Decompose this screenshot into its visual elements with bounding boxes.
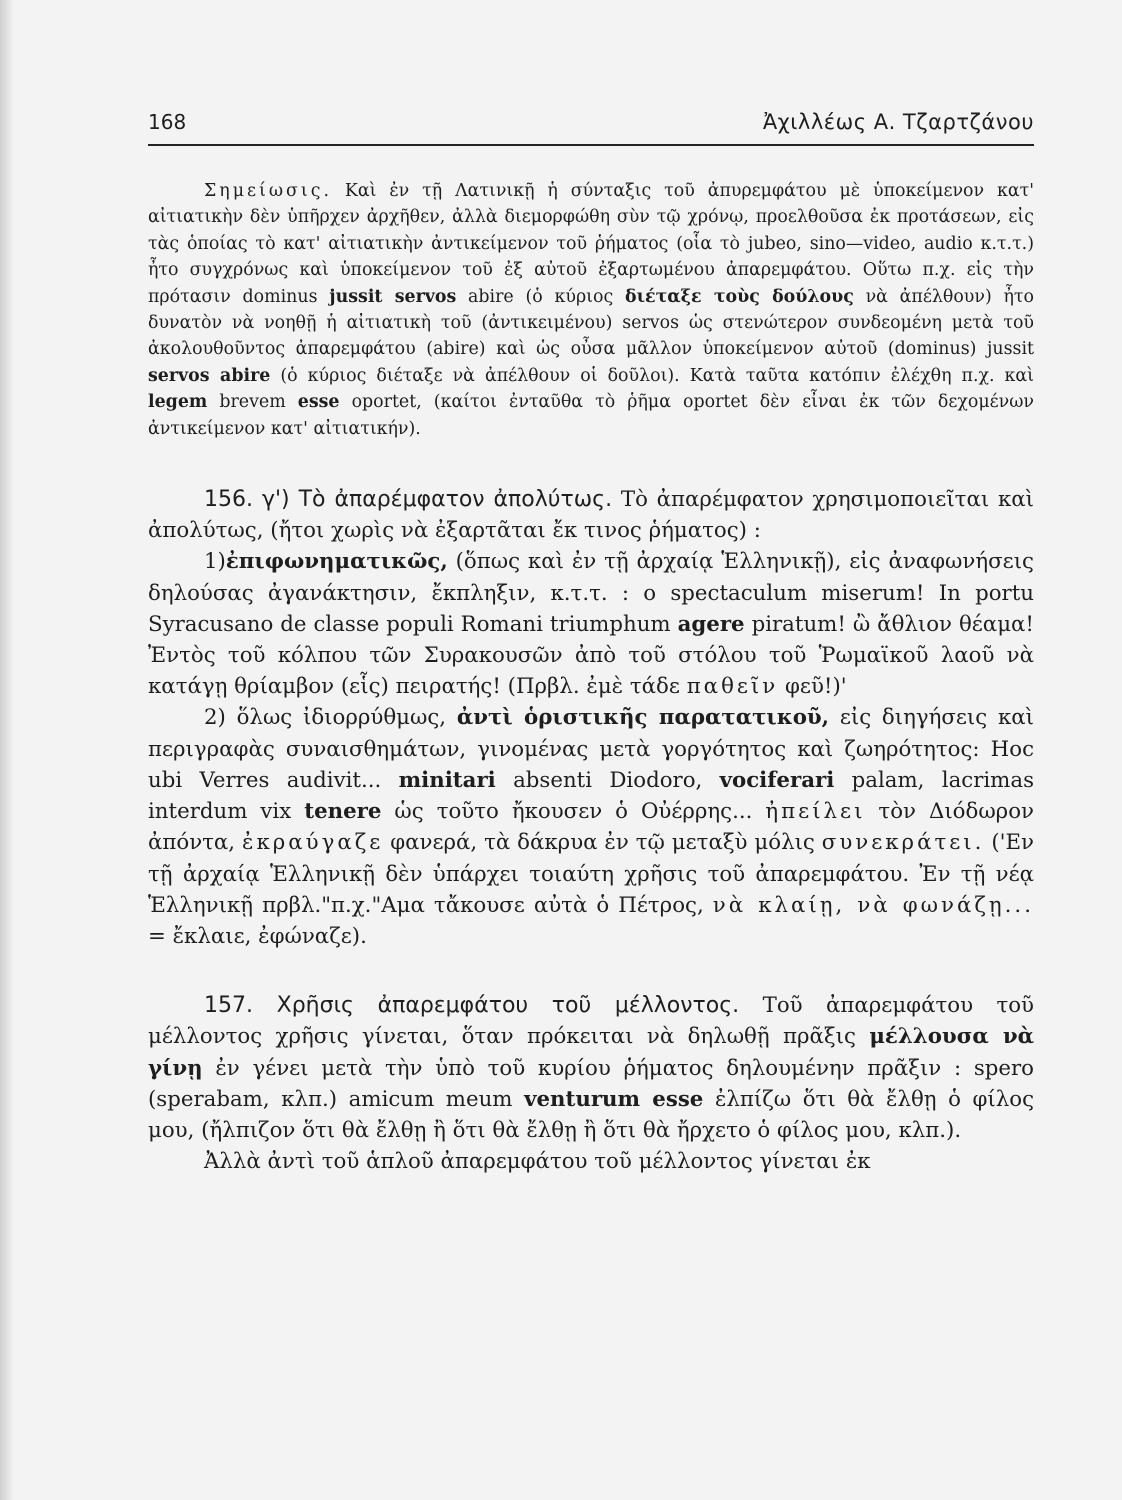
item-1-number: 1) — [204, 549, 226, 575]
section-156-item-2 — [148, 702, 1034, 952]
page-body — [148, 178, 1034, 1177]
note-text-a: Καὶ ἐν τῇ Λατινικῇ ἡ σύνταξις τοῦ ἀπυρεμφάτου μὲ ὑποκείμενον κατ' αἰτιατικὴν δὲν ὑπῆρχεν ἀρχῆθεν, ἀλλὰ διεμορφώθη σὺν τῷ χρόνῳ, προελθοῦσα ἐκ προτάσεων, εἰς τὰς ὁποίας τὸ κατ' αἰτιατικὴν ἀντικείμενον τοῦ ῥήματος (οἷα τὸ jubeo, sino—video, audio κ.τ.τ.) ἦτο συγχρόνως καὶ ὑποκείμενον τοῦ ἐξ αὐτοῦ ἐξαρτωμένου ἀπαρεμφάτου. Οὕτω π.χ. εἰς τὴν πρότασιν dominus — [148, 181, 1035, 307]
section-157-heading: 157. Χρῆσις ἀπαρεμφάτου τοῦ μέλλοντος. — [204, 993, 740, 1019]
note-bold-esse: esse — [297, 392, 340, 413]
note-text-d: νὰ ἀπέλθουν) ἦτο δυνατὸν νὰ νοηθῇ ἡ αἰτιατικὴ τοῦ (ἀντικειμένου) servos ὡς στενώτερον συνδεομένη μετὰ τοῦ ἀκολουθοῦντος ἀπαρεμφάτου (abire) καὶ ὡς οὖσα μᾶλλον ὑποκείμενον αὐτοῦ (dominus) jussit — [148, 286, 1035, 360]
item-2-bold-tenere: tenere — [304, 799, 382, 825]
note-bold-legem: legem — [148, 392, 208, 413]
item-2-text-g: φανερά, τὰ δάκρυα ἐν τῷ μεταξὺ μόλις — [390, 830, 815, 856]
item-2-bold-minitari: minitari — [398, 767, 496, 793]
note-paragraph — [148, 178, 1034, 442]
item-2-text-a: ὅλως ἰδιορρύθμως, — [236, 705, 447, 731]
item-2-text-b: εἰς διηγήσεις καὶ περιγραφὰς συναισθημάτων, γινομένας μετὰ γοργότητος καὶ ζωηρότητος: Hoc ubi Verres audivit... — [148, 705, 1034, 793]
page-header — [148, 110, 1034, 150]
running-title: Ἀχιλλέως Α. Τζαρτζάνου — [762, 110, 1034, 134]
section-157-last-line: Ἀλλὰ ἀντὶ τοῦ ἁπλοῦ ἀπαρεμφάτου τοῦ μέλλοντος γίνεται ἐκ — [204, 1149, 871, 1175]
item-1-text-b: piratum! ὢ ἄθλιον θέαμα! Ἐντὸς τοῦ κόλπου τῶν Συρακουσῶν ἀπὸ τοῦ στόλου τοῦ Ῥωμαϊκοῦ λαοῦ νὰ κατάγῃ θρίαμβον (εἷς) πειρατής! (Πρβλ. ἐμὲ τάδε — [148, 611, 1034, 700]
item-1-text-c: φεῦ!)' — [785, 674, 847, 700]
item-2-text-c: absenti Diodoro, — [513, 767, 703, 793]
item-1-text-a: (ὅπως καὶ ἐν τῇ ἀρχαίᾳ Ἑλληνικῇ), εἰς ἀναφωνήσεις δηλούσας ἀγανάκτησιν, ἔκπληξιν, κ.τ.τ. : o spectaculum miserum! In portu Syracusano de classe populi Romani triumphum — [148, 549, 1034, 637]
note-text-c: abire (ὁ κύριος — [468, 286, 614, 307]
item-2-spaced-ekraugaze: ἐκραύγαζε — [242, 830, 384, 856]
section-156-heading: 156. γ') Τὸ ἀπαρέμφατον ἀπολύτως. — [204, 487, 613, 513]
item-2-bold: ἀντὶ ὁριστικῆς παρατατικοῦ, — [456, 705, 830, 731]
note-text-f: brevem — [219, 392, 286, 413]
item-2-text-h: ('Εν τῇ ἀρχαίᾳ Ἑλληνικῇ δὲν ὑπάρχει τοιαύτη χρῆσις τοῦ ἀπαρεμφάτου. Ἐν τῇ νέᾳ Ἑλληνικῇ πρβλ."π.χ."Αμα τἄκουσε αὐτὰ ὁ Πέτρος, — [148, 830, 1034, 918]
section-156-intro — [148, 484, 1034, 546]
page-number: 168 — [148, 110, 187, 134]
item-1-spaced-pathein: παθεῖν — [686, 674, 779, 700]
scan-edge-shadow — [0, 0, 14, 1500]
section-156-intro-text: Τὸ ἀπαρέμφατον χρησιμοποιεῖται καὶ ἀπολύτως, (ἤτοι χωρὶς νὰ ἐξαρτᾶται ἔκ τινος ῥήματος) : — [148, 487, 1034, 544]
header-rule — [148, 144, 1034, 146]
note-text-e: (ὁ κύριος διέταξε νὰ ἀπέλθουν οἱ δοῦλοι). Κατὰ ταῦτα κατόπιν ἐλέχθη π.χ. καὶ — [280, 365, 1034, 386]
note-bold-dietaxe: διέταξε τοὺς δούλους — [624, 286, 854, 307]
item-2-text-e: ὡς τοῦτο ἤκουσεν ὁ Οὐέρρης... — [394, 799, 753, 825]
item-2-text-d: palam, lacrimas interdum vix — [148, 767, 1035, 825]
section-157-text-c: ἐλπίζω ὅτι θὰ ἔλθῃ ὁ φίλος μου, (ἤλπιζον ὅτι θὰ ἔλθῃ ἢ ὅτι θὰ ἔλθῃ ἢ ὅτι θὰ ἤρχετο ὁ φίλος μου, κλπ.). — [148, 1086, 1034, 1143]
item-2-spaced-na-klaie: νὰ κλαίῃ, νὰ φωνάζῃ... — [712, 892, 1034, 918]
note-text-g: oportet, (καίτοι ἐνταῦθα τὸ ῥῆμα oportet δὲν εἶναι ἐκ τῶν δεχομένων ἀντικείμενον κατ' αἰτιατικήν). — [148, 392, 1034, 439]
item-2-spaced-epeilei: ἠπείλει — [765, 799, 866, 825]
item-1-bold-agere: agere — [677, 611, 745, 637]
item-2-spaced-synekratei: συνεκράτει. — [821, 830, 985, 856]
section-157-text-a: Τοῦ ἀπαρεμφάτου τοῦ μέλλοντος χρῆσις γίνεται, ὅταν πρόκειται νὰ δηλωθῇ πρᾶξις — [148, 993, 1034, 1050]
item-2-number: 2) — [204, 705, 226, 731]
item-1-bold: ἐπιφωνηματικῶς, — [225, 549, 448, 575]
item-2-bold-vociferari: vociferari — [719, 767, 835, 793]
note-bold-jussit-servos: jussit servos — [329, 286, 457, 307]
section-157-paragraph — [148, 990, 1034, 1146]
section-157-text-b: ἐν γένει μετὰ τὴν ὑπὸ τοῦ κυρίου ῥήματος δηλουμένην πρᾶξιν : spero (sperabam, κλπ.) amicum meum — [148, 1055, 1034, 1112]
note-bold-servos-abire: servos abire — [148, 365, 271, 386]
section-156-item-1 — [148, 546, 1034, 702]
section-157-bold-mellousa: μέλλουσα νὰ γίνῃ — [148, 1024, 1034, 1081]
item-2-text-f: τὸν Διόδωρον ἀπόντα, — [148, 799, 1034, 856]
note-label: Σημείωσις. — [204, 181, 332, 201]
section-157-bold-venturum-esse: venturum esse — [524, 1086, 704, 1112]
item-2-text-i: = ἔκλαιε, ἐφώναζε). — [148, 923, 367, 949]
